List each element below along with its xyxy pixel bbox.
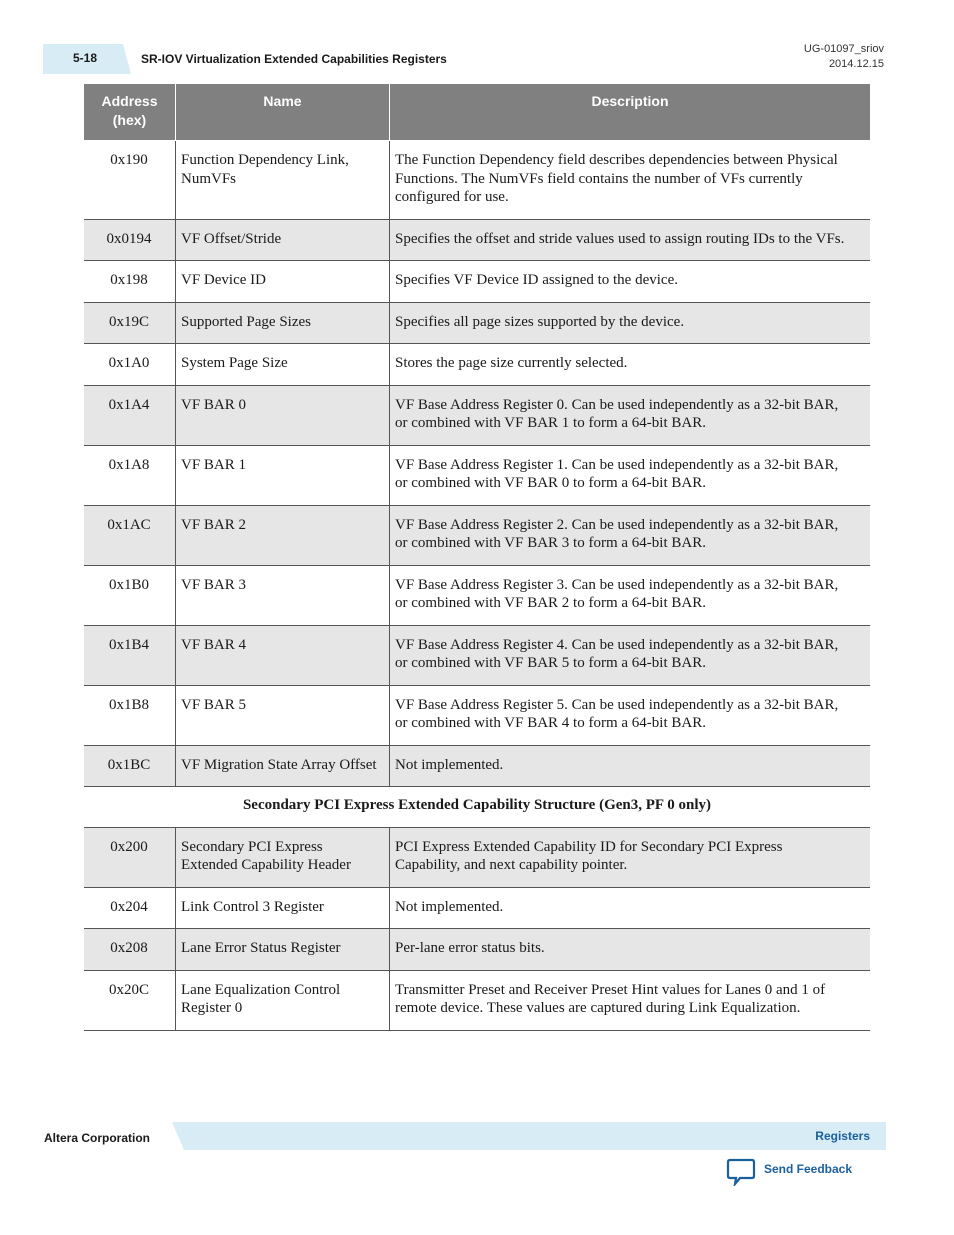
name-cell: VF BAR 4 <box>176 625 390 685</box>
table-row <box>84 745 870 787</box>
send-feedback-button[interactable] <box>726 1158 852 1188</box>
description-cell: VF Base Address Register 2. Can be used independently as a 32-bit BAR, or combined with VF BAR 3 to form a 64-bit BAR. <box>390 505 871 565</box>
col-header-name: Name <box>176 84 390 141</box>
doc-info <box>804 42 884 72</box>
description-cell: VF Base Address Register 4. Can be used independently as a 32-bit BAR, or combined with VF BAR 5 to form a 64-bit BAR. <box>390 625 871 685</box>
description-cell: VF Base Address Register 5. Can be used independently as a 32-bit BAR, or combined with VF BAR 4 to form a 64-bit BAR. <box>390 685 871 745</box>
address-cell: 0x1B0 <box>84 565 176 625</box>
address-cell: 0x20C <box>84 970 176 1030</box>
address-cell: 0x0194 <box>84 219 176 261</box>
name-cell: VF BAR 5 <box>176 685 390 745</box>
table-row <box>84 970 870 1030</box>
name-cell: VF Offset/Stride <box>176 219 390 261</box>
col-header-address-line2: (hex) <box>112 112 147 128</box>
doc-date: 2014.12.15 <box>828 58 884 70</box>
table-section-title: Secondary PCI Express Extended Capability Structure (Gen3, PF 0 only) <box>84 787 870 828</box>
address-cell: 0x1BC <box>84 745 176 787</box>
address-cell: 0x200 <box>84 827 176 887</box>
register-table <box>84 84 870 1031</box>
name-cell: Link Control 3 Register <box>176 887 390 929</box>
description-cell: Transmitter Preset and Receiver Preset Hint values for Lanes 0 and 1 of remote device. These values are captured during Link Equalization. <box>390 970 871 1030</box>
address-cell: 0x1A4 <box>84 385 176 445</box>
address-cell: 0x1A0 <box>84 344 176 386</box>
address-cell: 0x204 <box>84 887 176 929</box>
col-header-address <box>84 84 176 141</box>
description-cell: VF Base Address Register 0. Can be used independently as a 32-bit BAR, or combined with VF BAR 1 to form a 64-bit BAR. <box>390 385 871 445</box>
description-cell: Not implemented. <box>390 745 871 787</box>
name-cell: VF BAR 2 <box>176 505 390 565</box>
name-cell: Supported Page Sizes <box>176 302 390 344</box>
name-cell: VF BAR 0 <box>176 385 390 445</box>
name-cell: VF BAR 3 <box>176 565 390 625</box>
section-title: SR-IOV Virtualization Extended Capabilities Registers <box>141 52 447 66</box>
description-cell: Per-lane error status bits. <box>390 929 871 971</box>
address-cell: 0x1A8 <box>84 445 176 505</box>
name-cell: System Page Size <box>176 344 390 386</box>
doc-id: UG-01097_sriov <box>803 43 884 55</box>
registers-link[interactable]: Registers <box>815 1129 870 1143</box>
address-cell: 0x1AC <box>84 505 176 565</box>
description-cell: Specifies all page sizes supported by the device. <box>390 302 871 344</box>
table-row <box>84 344 870 386</box>
address-cell: 0x1B4 <box>84 625 176 685</box>
name-cell: Function Dependency Link, NumVFs <box>176 141 390 220</box>
address-cell: 0x198 <box>84 261 176 303</box>
description-cell: Specifies the offset and stride values used to assign routing IDs to the VFs. <box>390 219 871 261</box>
table-row <box>84 929 870 971</box>
table-row <box>84 505 870 565</box>
table-section-row <box>84 787 870 828</box>
col-header-address-line1: Address <box>101 93 158 109</box>
footer-band <box>172 1122 886 1150</box>
table-row <box>84 385 870 445</box>
description-cell: VF Base Address Register 3. Can be used independently as a 32-bit BAR, or combined with VF BAR 2 to form a 64-bit BAR. <box>390 565 871 625</box>
description-cell: Specifies VF Device ID assigned to the device. <box>390 261 871 303</box>
col-header-description: Description <box>390 84 871 141</box>
page-number: 5-18 <box>73 51 98 65</box>
address-cell: 0x19C <box>84 302 176 344</box>
table-row <box>84 219 870 261</box>
name-cell: VF BAR 1 <box>176 445 390 505</box>
address-cell: 0x208 <box>84 929 176 971</box>
description-cell: PCI Express Extended Capability ID for Secondary PCI Express Capability, and next capability pointer. <box>390 827 871 887</box>
table-row <box>84 445 870 505</box>
table-row <box>84 261 870 303</box>
table-row <box>84 887 870 929</box>
company-name: Altera Corporation <box>44 1131 151 1145</box>
name-cell: VF Device ID <box>176 261 390 303</box>
description-cell: Stores the page size currently selected. <box>390 344 871 386</box>
description-cell: VF Base Address Register 1. Can be used independently as a 32-bit BAR, or combined with VF BAR 0 to form a 64-bit BAR. <box>390 445 871 505</box>
table-row <box>84 141 870 220</box>
address-cell: 0x190 <box>84 141 176 220</box>
speech-bubble-icon <box>726 1158 756 1186</box>
table-row <box>84 565 870 625</box>
description-cell: Not implemented. <box>390 887 871 929</box>
name-cell: VF Migration State Array Offset <box>176 745 390 787</box>
send-feedback-label: Send Feedback <box>764 1162 853 1176</box>
table-row <box>84 685 870 745</box>
table-body <box>84 141 870 1031</box>
address-cell: 0x1B8 <box>84 685 176 745</box>
table-row <box>84 827 870 887</box>
table-row <box>84 302 870 344</box>
table-header-row <box>84 84 870 141</box>
table-row <box>84 625 870 685</box>
name-cell: Secondary PCI Express Extended Capability Header <box>176 827 390 887</box>
description-cell: The Function Dependency field describes dependencies between Physical Functions. The NumVFs field contains the number of VFs currently configured for use. <box>390 141 871 220</box>
name-cell: Lane Error Status Register <box>176 929 390 971</box>
name-cell: Lane Equalization Control Register 0 <box>176 970 390 1030</box>
